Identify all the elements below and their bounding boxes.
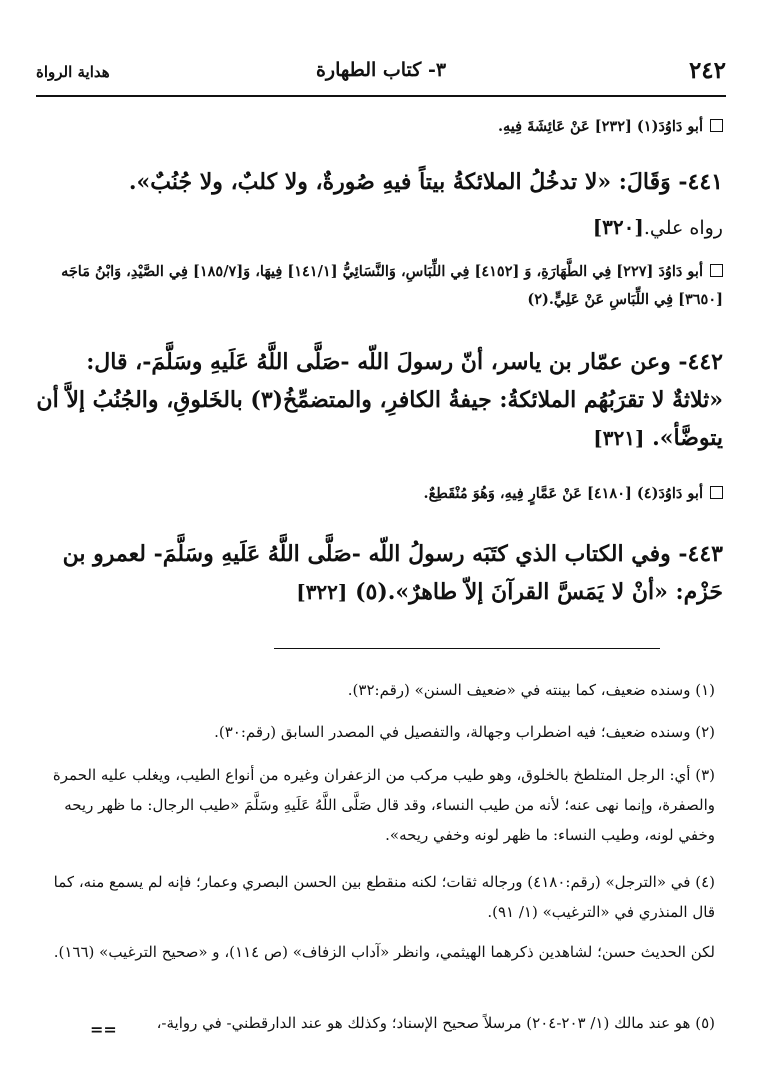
hadith-text: ٤٤٢- وعن عمّار بن ياسر، أنّ رسولَ اللّه -صَلَّى اللَّهُ عَلَيهِ وسَلَّمَ-، قال: «ثلاثةٌ لا تقرَبُهُم الملائكةُ: جيفةُ الكافرِ، والمتضمِّخُ(٣) بالخَلوقِ، والجُنُبُ إلاَّ أن يتوضَّأ». [36,349,723,451]
footnote-3: (٣) أي: الرجل المتلطخ بالخلوق، وهو طيب مركب من الزعفران وغيره من أنواع الطيب، ويغلب عليه الحمرة والصفرة، وإنما نهى عنه؛ لأنه من طيب النساء، وقد قال صَلَّى اللَّهُ عَلَيهِ وسَلَّمَ «طيب الرجال: ما ظهر ريحه وخفي لونه، وطيب النساء: ما ظهر لونه وخفي ريحه». [52,766,715,844]
reference-number: [٣٢٠] [592,215,644,239]
page-header [36,55,726,85]
hadith-text: ٤٤٣- وفي الكتاب الذي كتَبَه رسولُ اللّه -صَلَّى اللَّهُ عَلَيهِ وسَلَّمَ- لعمرو بن حَزْم: «أنْ لا يَمَسَّ القرآنَ إلاّ طاهرٌ».(٥) [62,541,723,605]
footnote-2: (٢) وسنده ضعيف؛ فيه اضطراب وجهالة، والتفصيل في المصدر السابق (رقم:٣٠). [214,723,715,741]
square-bullet-icon [710,486,723,499]
footnote-5: (٥) هو عند مالك (١/ ٢٠٣-٢٠٤) مرسلاً صحيح الإسناد؛ وكذلك هو عند الدارقطني- في رواية-، [156,1014,715,1032]
source-line: أبو دَاوُدَ(٤) [٤١٨٠] عَنْ عَمَّارٍ فِيهِ، وَهُوَ مُنْقَطِعٌ. [33,480,723,508]
square-bullet-icon [710,119,723,132]
hadith-text: ٤٤١- وَقَالَ: «لا تدخُلُ الملائكةُ بيتاً فيهِ صُورةٌ، ولا كلبٌ، ولا جُنُبٌ». [128,169,723,195]
source-line: أبو دَاوُدَ(١) [٢٣٢] عَنْ عَائِشَةَ فِيهِ. [33,113,723,141]
narration-note: رواه علي. [643,217,723,239]
reference-number: [٣٢٢] [296,580,348,604]
book-title: هداية الرواة [36,63,110,81]
reference-number: [٣٢١] [593,426,645,450]
square-bullet-icon [710,264,723,277]
footnote-divider [274,648,660,649]
hadith-442 [33,343,723,457]
header-divider [36,95,726,97]
footnote-1: (١) وسنده ضعيف، كما بينته في «ضعيف السنن» (رقم:٣٢). [347,681,715,699]
footnote-4: (٤) في «الترجل» (رقم:٤١٨٠) ورجاله ثقات؛ لكنه منقطع بين الحسن البصري وعمار؛ فإنه لم يسمع منه، كما قال المنذري في «الترغيب» (١/ ٩١). [53,873,715,921]
hadith-441-reference [33,210,723,244]
hadith-443 [33,535,723,611]
page-number: ٢٤٢ [688,57,726,84]
footnote-4-continuation: لكن الحديث حسن؛ لشاهدين ذكرهما الهيثمي، وانظر «آداب الزفاف» (ص ١١٤)، و «صحيح الترغيب» (١٦٦). [53,943,715,961]
chapter-title: ٣- كتاب الطهارة [315,59,447,81]
hadith-441 [33,163,723,201]
source-line: أبو دَاوُدَ [٢٢٧] فِي الطَّهَارَةِ، وَ [٤١٥٢] فِي اللِّبَاسِ، وَالنَّسَائِيُّ [١٤١/١] فِيهَا، وَ[١٨٥/٧] فِي الصَّيْدِ، وَابْنُ مَاجَه [٣٦٥٠] فِي اللِّبَاسِ عَنْ عَلِيٍّ.(٢) [61,263,723,308]
continuation-mark: == [90,1020,117,1039]
